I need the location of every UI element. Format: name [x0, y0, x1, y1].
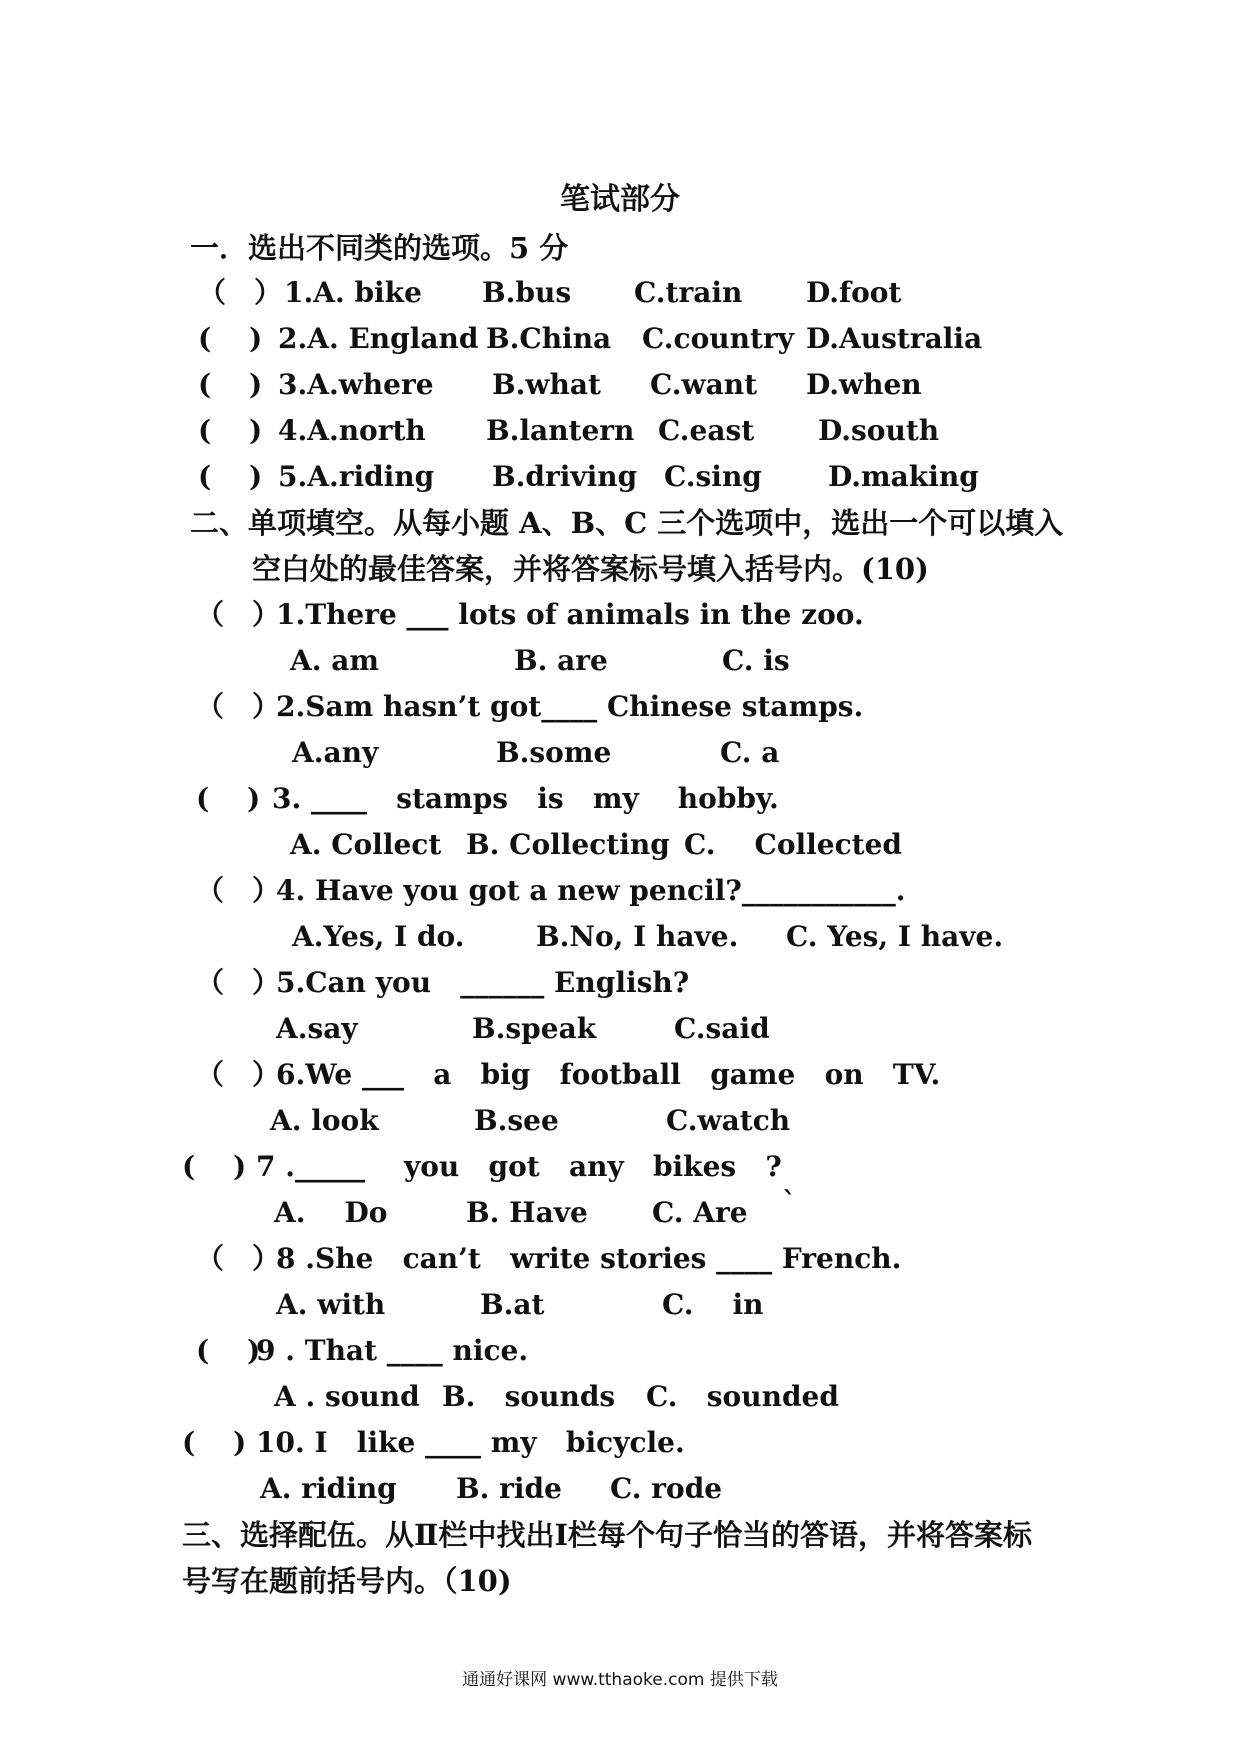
exam-page: 笔试部分 一．选出不同类的选项。5 分 （ ） 1.A. bike B.bus C.train D.foot ( ) 2.A. England B.China C.country D.Australia ( ) 3.A.where B.what C.want D.when ( ) 4.A.north B.lantern C.east D.south ( ) 5.A.riding B.driving C.sing D.making 二、单项填空。从每小题 A、B、C 三个选项中，选出一个可以填入 空白处的最佳答案，并将答案标号填入括号内。(10) （ ） 1.There ___ lots of animals in the zoo. A. am B. are C. is （ ） 2.Sam hasn’t got____ Chinese stamps. A.any B.some C. a ( ) 3. ____ stamps is my hobby. A. Collect B. Collecting C. Collected （ ） 4. Have you got a new pencil?___________. A.Yes, I do. B.No, I have. C. Yes, I have. （ ） 5.Can you ______ English? A.say B.speak C.said （ ） 6.We ___ a big football game on TV. A. look B.see C.watch ( ) 7 ._____ you got any bikes ? A. Do B. Have C. Are ` （ ） 8 .She can’t write stories ____ French. A. with B.at C. in ( ) 9 . That ____ nice. A . sound B. sounds C. sounded ( ) 10. I like ____ my bicycle. A. riding B. ride C. rode 三、选择配伍。从Ⅱ栏中找出Ⅰ栏每个句子恰当的答语，并将答案标 号写在题前括号内。（10) 通通好课网 www.tthaoke.com 提供下载 — [0, 0, 1240, 1754]
section3-heading: 三、选择配伍。从Ⅱ栏中找出Ⅰ栏每个句子恰当的答语，并将答案标 — [182, 1518, 1033, 1552]
section2-heading-cont: 空白处的最佳答案，并将答案标号填入括号内。(10) — [252, 552, 929, 586]
section2-heading: 二、单项填空。从每小题 A、B、C 三个选项中，选出一个可以填入 — [190, 506, 1064, 540]
page-footer: 通通好课网 www.tthaoke.com 提供下载 — [462, 1670, 778, 1690]
section1-heading: 一．选出不同类的选项。5 分 — [190, 231, 569, 265]
page-title: 笔试部分 — [560, 182, 680, 217]
section3-heading-cont: 号写在题前括号内。（10) — [182, 1564, 512, 1598]
